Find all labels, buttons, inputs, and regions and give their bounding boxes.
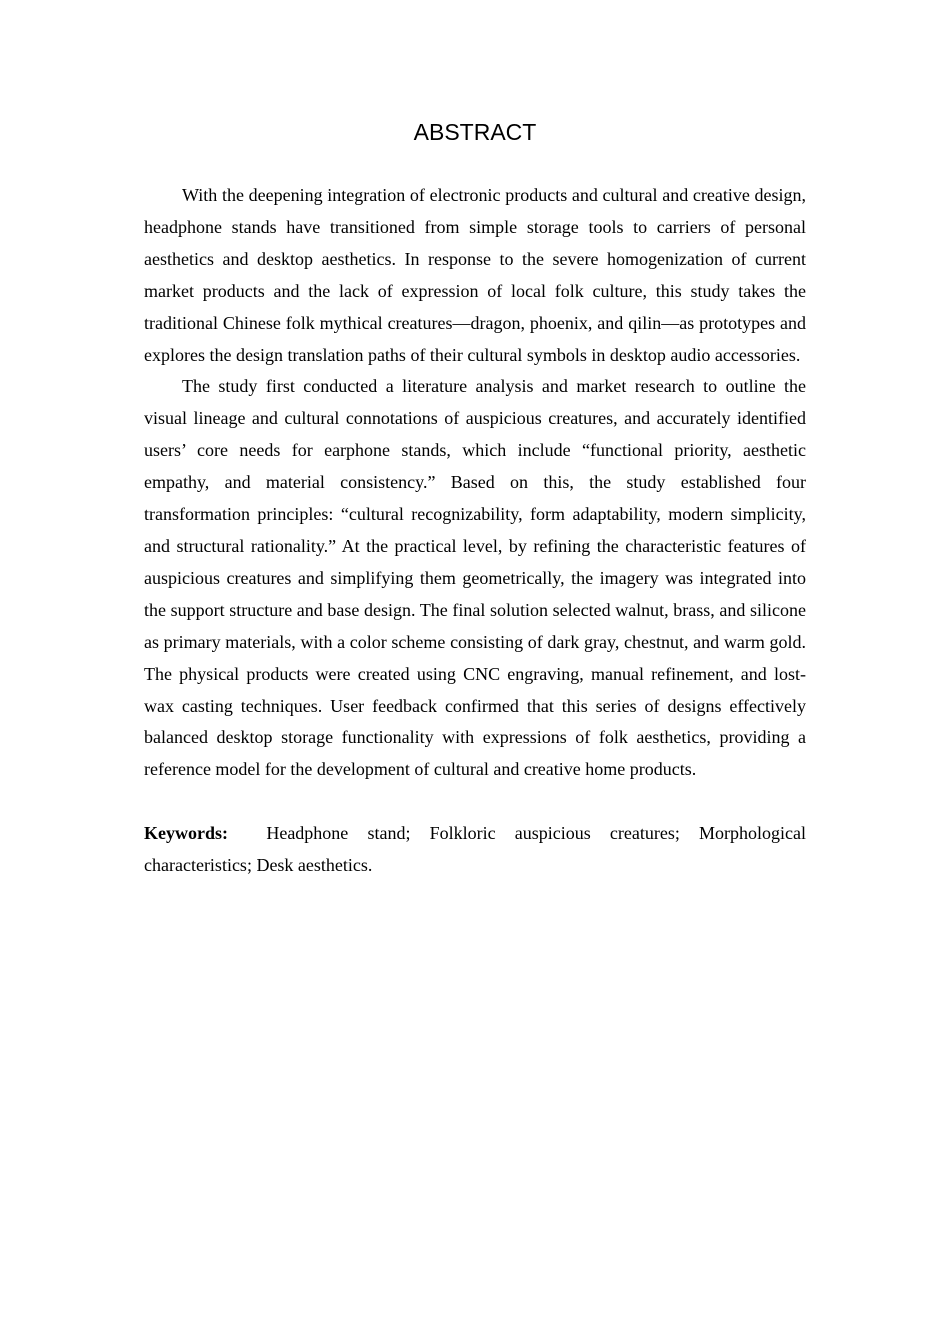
- keywords-label: Keywords:: [144, 823, 228, 844]
- keywords-line: [144, 818, 806, 882]
- keywords-text: Headphone stand; Folkloric auspicious creatures; Morphological characteristics; Desk aesthetics.: [144, 823, 807, 876]
- page-title: ABSTRACT: [413, 119, 537, 145]
- abstract-paragraph-2: The study first conducted a literature analysis and market research to outline the visual lineage and cultural connotations of auspicious creatures, and accurately identified users’ core needs for earphone stands, which include “functional priority, aesthetic empathy, and material consistency.” Based on this, the study established four transformation principles: “cultural recognizability, form adaptability, modern simplicity, and structural rationality.” At the practical level, by refining the characteristic features of auspicious creatures and simplifying them geometrically, the imagery was integrated into the support structure and base design. The final solution selected walnut, brass, and silicone as primary materials, with a color scheme consisting of dark gray, chestnut, and warm gold. The physical products were created using CNC engraving, manual refinement, and lost-wax casting techniques. User feedback confirmed that this series of designs effectively balanced desktop storage functionality with expressions of folk aesthetics, providing a reference model for the development of cultural and creative home products.: [144, 376, 806, 780]
- abstract-paragraph-1: With the deepening integration of electronic products and cultural and creative design, headphone stands have transitioned from simple storage tools to carriers of personal aesthetics and desktop aesthetics. In response to the severe homogenization of current market products and the lack of expression of local folk culture, this study takes the traditional Chinese folk mythical creatures—dragon, phoenix, and qilin—as prototypes and explores the design translation paths of their cultural symbols in desktop audio accessories.: [144, 185, 806, 365]
- abstract-body: [144, 180, 806, 882]
